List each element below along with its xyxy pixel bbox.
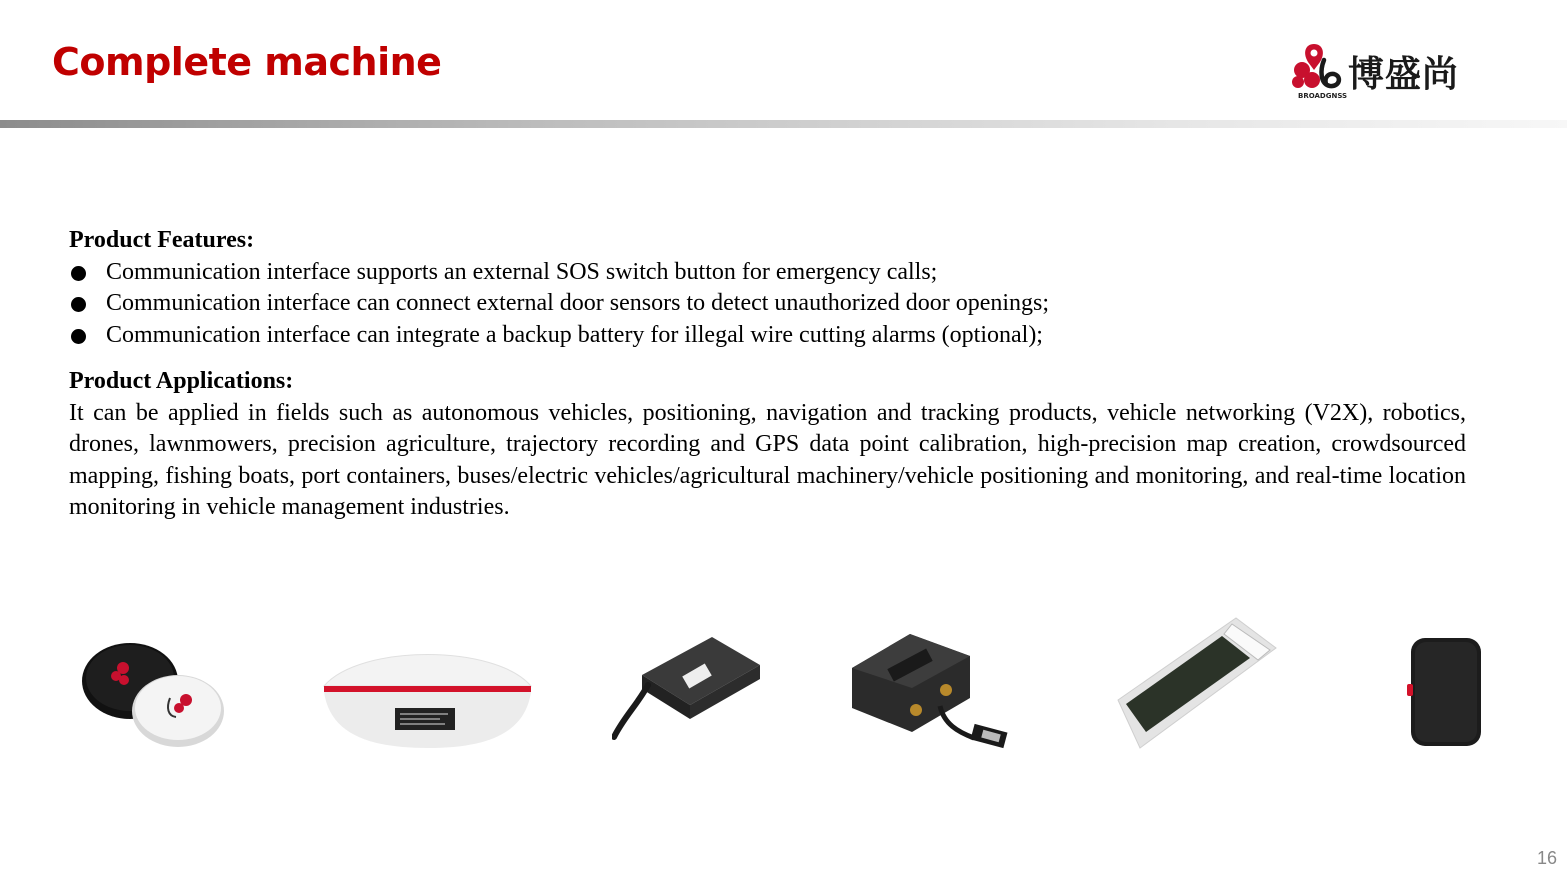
feature-text: Communication interface supports an external SOS switch button for emergency calls; (106, 258, 938, 285)
header-divider (0, 120, 1567, 128)
page-number: 16 (1536, 848, 1557, 868)
applications-heading: Product Applications: (69, 368, 294, 394)
logo-chinese-text: 博盛尚 (1348, 54, 1460, 95)
logo-subtitle: BROADGNSS (1298, 92, 1348, 100)
page-title: Complete machine (52, 40, 442, 84)
solar-tracker-icon (1112, 614, 1280, 754)
features-heading: Product Features: (69, 227, 255, 253)
company-logo (1290, 40, 1480, 102)
main-content (69, 225, 1466, 524)
bullet-icon (71, 297, 86, 312)
dome-antenna-icon (320, 652, 535, 752)
feature-text: Communication interface can connect external door sensors to detect unauthorized door openings; (106, 290, 1050, 316)
gnss-module-icon (848, 628, 1013, 758)
vehicle-tracker-icon (612, 625, 762, 745)
bullet-icon (71, 266, 86, 281)
feature-item (69, 257, 1466, 289)
puck-antennas-icon (78, 638, 233, 753)
feature-item (69, 320, 1466, 352)
feature-item (69, 288, 1466, 320)
flower-logo-icon (1290, 40, 1350, 95)
bullet-icon (71, 329, 86, 344)
features-list (69, 257, 1466, 352)
feature-text: Communication interface can integrate a backup battery for illegal wire cutting alarms (optional); (106, 321, 1043, 348)
applications-text: It can be applied in fields such as autonomous vehicles, positioning, navigation and tracking products, vehicle networking (V2X), robotics, drones, lawnmowers, precision agriculture, trajectory recording and GPS data point calibration, high-precision map creation, crowdsourced mapping, fishing boats, port containers, buses/electric vehicles/agricultural machinery/vehicle positioning and monitoring, and real-time location monitoring in vehicle management industries. (69, 399, 1466, 520)
black-tracker-icon (1405, 634, 1487, 749)
product-gallery (0, 600, 1567, 770)
